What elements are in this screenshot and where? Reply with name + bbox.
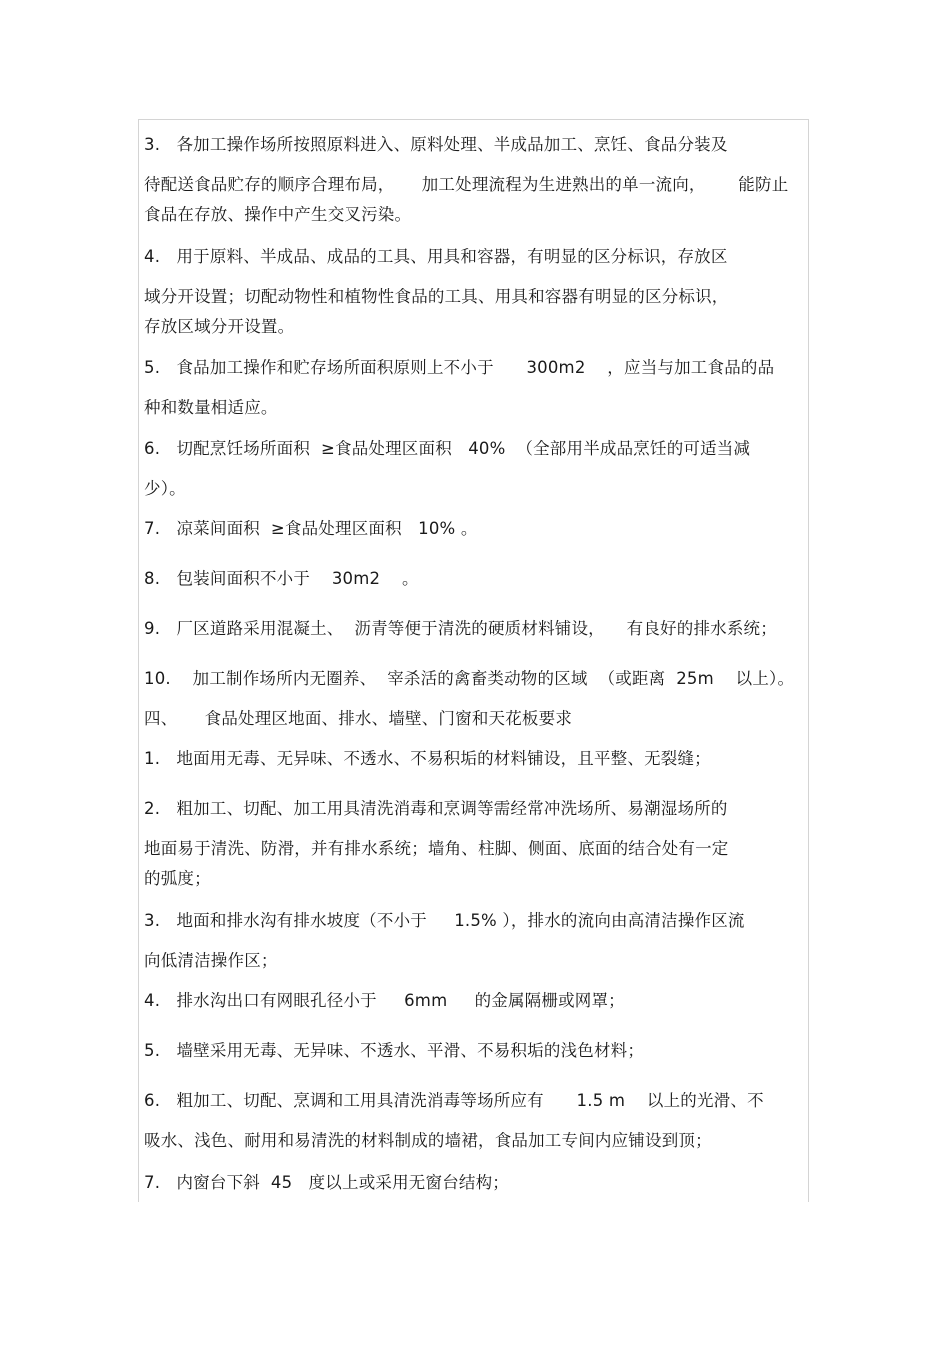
text-line: 9. 厂区道路采用混凝土、 沥青等便于清洗的硬质材料铺设， 有良好的排水系统； xyxy=(144,619,777,638)
text-line: 吸水、浅色、耐用和易清洗的材料制成的墙裙，食品加工专间内应铺设到顶； xyxy=(144,1131,712,1150)
text-line: 3. 地面和排水沟有排水坡度（不小于 1.5% ），排水的流向由高清洁操作区流 xyxy=(144,911,745,930)
text-line: 1. 地面用无毒、无异味、不透水、不易积垢的材料铺设，且平整、无裂缝； xyxy=(144,749,711,768)
text-line: 地面易于清洗、防滑，并有排水系统；墙角、柱脚、侧面、底面的结合处有一定 xyxy=(144,839,729,858)
text-line: 7. 凉菜间面积 ≥食品处理区面积 10% 。 xyxy=(144,519,478,538)
text-line: 6. 切配烹饪场所面积 ≥食品处理区面积 40% （全部用半成品烹饪的可适当减 xyxy=(144,439,751,458)
text-line: 10. 加工制作场所内无圈养、 宰杀活的禽畜类动物的区域 （或距离 25m 以上）。 xyxy=(144,669,795,688)
text-line: 种和数量相适应。 xyxy=(144,398,278,417)
text-line: 5. 墙壁采用无毒、无异味、不透水、平滑、不易积垢的浅色材料； xyxy=(144,1041,645,1060)
text-line: 域分开设置；切配动物性和植物性食品的工具、用具和容器有明显的区分标识， xyxy=(144,287,729,306)
text-line: 向低清洁操作区； xyxy=(144,951,278,970)
text-line: 6. 粗加工、切配、烹调和工用具清洗消毒等场所应有 1.5 m 以上的光滑、不 xyxy=(144,1091,764,1110)
text-line: 2. 粗加工、切配、加工用具清洗消毒和烹调等需经常冲洗场所、易潮湿场所的 xyxy=(144,799,728,818)
text-line: 8. 包装间面积不小于 30m2 。 xyxy=(144,569,419,588)
text-line: 7. 内窗台下斜 45 度以上或采用无窗台结构； xyxy=(144,1173,509,1192)
text-line: 的弧度； xyxy=(144,869,211,888)
section-heading: 四、 食品处理区地面、排水、墙壁、门窗和天花板要求 xyxy=(144,709,573,728)
text-line: 食品在存放、操作中产生交叉污染。 xyxy=(144,205,412,224)
text-line: 待配送食品贮存的顺序合理布局， 加工处理流程为生进熟出的单一流向， 能防止 xyxy=(144,175,789,194)
text-line: 5. 食品加工操作和贮存场所面积原则上不小于 300m2 ，应当与加工食品的品 xyxy=(144,358,775,377)
text-line: 4. 排水沟出口有网眼孔径小于 6mm 的金属隔栅或网罩； xyxy=(144,991,625,1010)
text-line: 3. 各加工操作场所按照原料进入、原料处理、半成品加工、烹饪、食品分装及 xyxy=(144,135,728,154)
text-line: 4. 用于原料、半成品、成品的工具、用具和容器，有明显的区分标识，存放区 xyxy=(144,247,728,266)
text-line: 少）。 xyxy=(144,479,186,498)
text-line: 存放区域分开设置。 xyxy=(144,317,295,336)
